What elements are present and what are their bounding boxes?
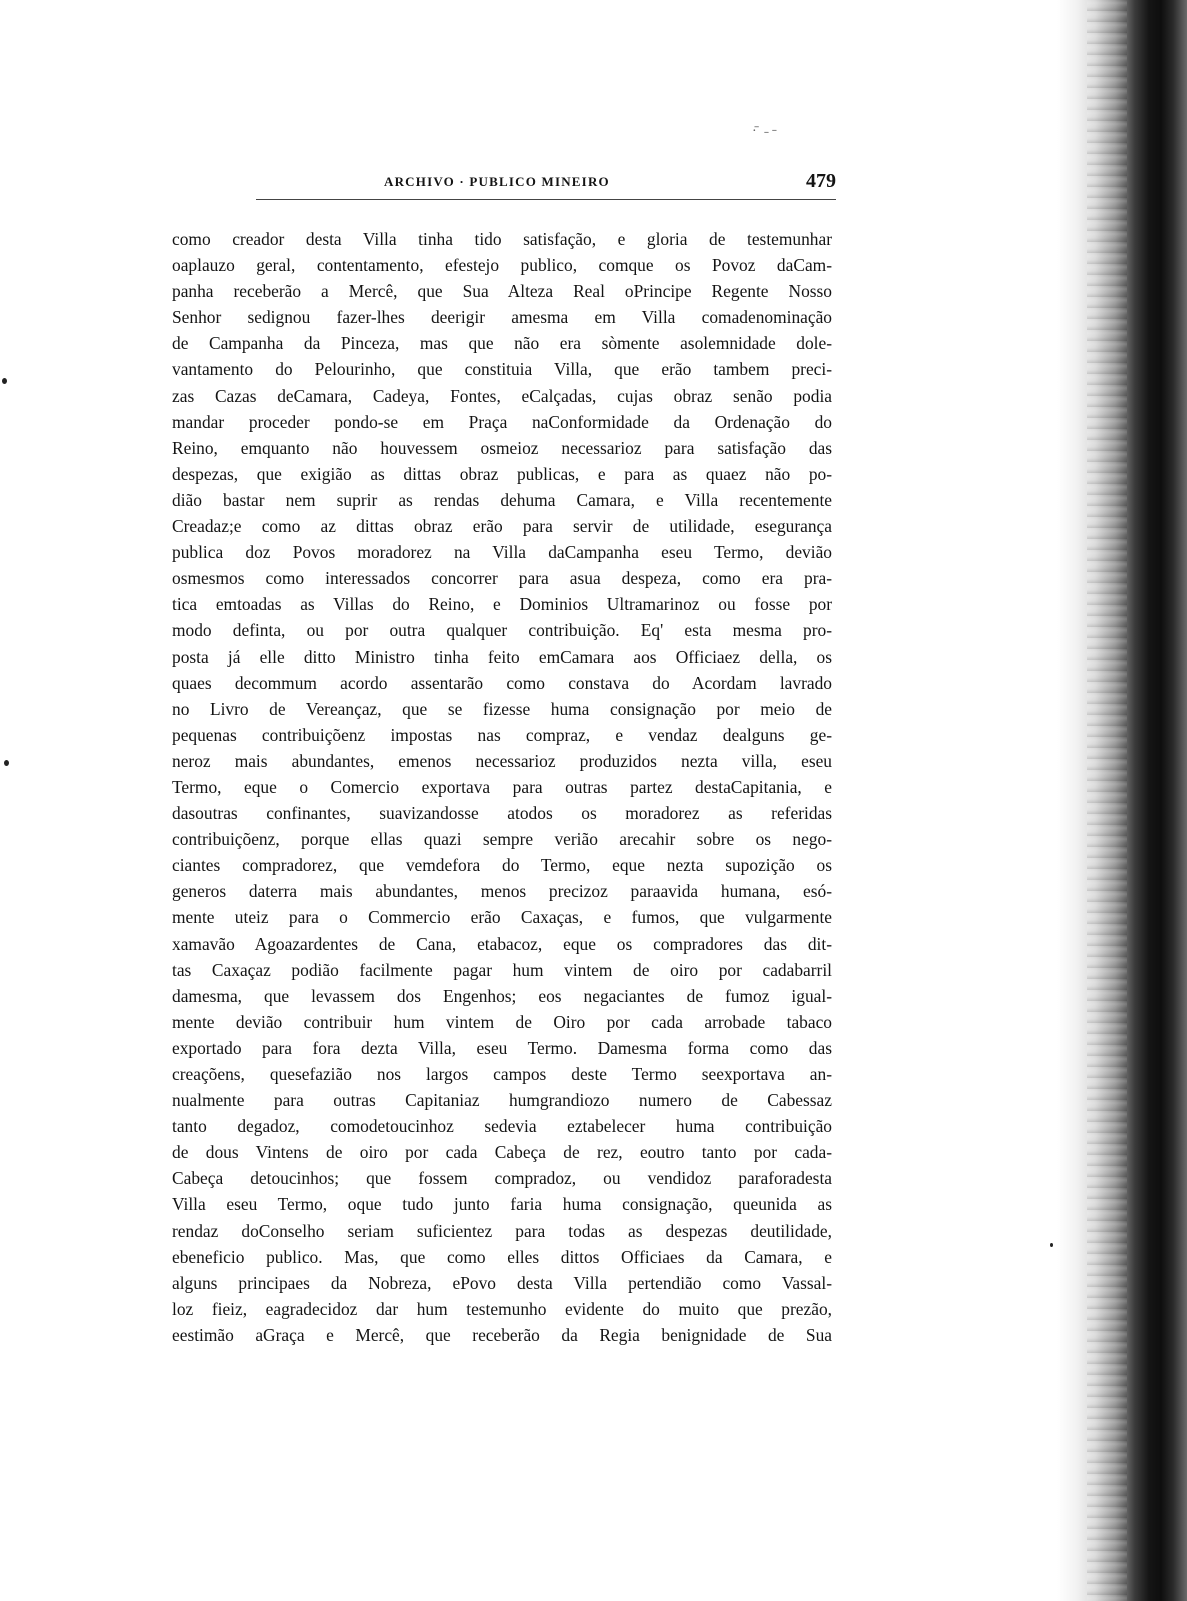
header-rule <box>256 199 836 200</box>
text-line: Termo, eque o Comercio exportava para outras partez destaCapitania, e <box>172 776 832 797</box>
text-line: de Campanha da Pinceza, mas que não era sòmente asolemnidade dole- <box>172 333 832 354</box>
text-line: Villa eseu Termo, oque tudo junto faria huma consignação, queunida as <box>172 1194 832 1215</box>
text-line: ebeneficio publico. Mas, que como elles dittos Officiaes da Camara, e <box>172 1246 832 1267</box>
text-line: loz fieiz, eagradecidoz dar hum testemunho evidente do muito que prezão, <box>172 1298 832 1319</box>
text-line: alguns principaes da Nobreza, ePovo desta Villa pertendião como Vassal- <box>172 1272 832 1293</box>
body-paragraph <box>172 226 832 1348</box>
text-line: damesma, que levassem dos Engenhos; eos negaciantes de fumoz igual- <box>172 985 832 1006</box>
text-line: posta já elle ditto Ministro tinha feito emCamara aos Officiaez della, os <box>172 646 832 667</box>
page-header <box>176 172 836 202</box>
text-line: no Livro de Vereançaz, que se fizesse huma consignação por meio de <box>172 698 832 719</box>
text-line: ciantes compradorez, que vemdefora do Termo, eque nezta supozição os <box>172 855 832 876</box>
text-line: osmesmos como interessados concorrer para asua despeza, como era pra- <box>172 568 832 589</box>
scan-speck <box>2 378 7 384</box>
text-line: dasoutras confinantes, suavizandosse atodos os moradorez as referidas <box>172 803 832 824</box>
text-line: mente devião contribuir hum vintem de Oiro por cada arrobade tabaco <box>172 1011 832 1032</box>
text-line: quaes decommum acordo assentarão como constava do Acordam lavrado <box>172 672 832 693</box>
text-line: rendaz doConselho seriam suficientez para todas as despezas deutilidade, <box>172 1220 832 1241</box>
text-line: despezas, que exigião as dittas obraz publicas, e para as quaez não po- <box>172 463 832 484</box>
ink-mark: ·̄ ˗ ̵ <box>752 124 777 139</box>
text-line: mandar proceder pondo-se em Praça naConformidade da Ordenação do <box>172 411 832 432</box>
text-line: xamavão Agoazardentes de Cana, etabacoz, eque os compradores das dit- <box>172 933 832 954</box>
text-line: tanto degadoz, comodetoucinhoz sedevia eztabelecer huma contribuição <box>172 1116 832 1137</box>
text-line: eestimão aGraça e Mercê, que receberão da Regia benignidade de Sua <box>172 1324 832 1345</box>
book-binding-shadow <box>1057 0 1187 1601</box>
text-line: zas Cazas deCamara, Cadeya, Fontes, eCalçadas, cujas obraz senão podia <box>172 385 832 406</box>
scan-speck <box>1050 1243 1053 1247</box>
text-line: tica emtoadas as Villas do Reino, e Dominios Ultramarinoz ou fosse por <box>172 594 832 615</box>
text-line: Creadaz;e como az dittas obraz erão para servir de utilidade, esegurança <box>172 516 832 537</box>
text-line: contribuiçõenz, porque ellas quazi sempre verião arecahir sobre os nego- <box>172 829 832 850</box>
text-line: oaplauzo geral, contentamento, efestejo publico, comque os Povoz daCam- <box>172 255 832 276</box>
text-line: Reino, emquanto não houvessem osmeioz necessarioz para satisfação das <box>172 437 832 458</box>
page-number: 479 <box>806 170 836 192</box>
running-title: ARCHIVO · PUBLICO MINEIRO <box>384 174 610 189</box>
text-line: dião bastar nem suprir as rendas dehuma Camara, e Villa recentemente <box>172 489 832 510</box>
text-line: nualmente para outras Capitaniaz humgrandiozo numero de Cabessaz <box>172 1090 832 1111</box>
text-line: exportado para fora dezta Villa, eseu Termo. Damesma forma como das <box>172 1037 832 1058</box>
text-line: Cabeça detoucinhos; que fossem compradoz, ou vendidoz paraforadesta <box>172 1168 832 1189</box>
text-line: Senhor sedignou fazer-lhes deerigir amesma em Villa comadenominação <box>172 307 832 328</box>
text-line: vantamento do Pelourinho, que constituia Villa, que erão tambem preci- <box>172 359 832 380</box>
scan-speck <box>4 760 9 766</box>
text-line: publica doz Povos moradorez na Villa daCampanha eseu Termo, devião <box>172 542 832 563</box>
text-line: panha receberão a Mercê, que Sua Alteza Real oPrincipe Regente Nosso <box>172 281 832 302</box>
text-line: de dous Vintens de oiro por cada Cabeça de rez, eoutro tanto por cada- <box>172 1142 832 1163</box>
text-line: tas Caxaçaz podião facilmente pagar hum vintem de oiro por cadabarril <box>172 959 832 980</box>
text-line: generos daterra mais abundantes, menos precizoz paraavida humana, esó- <box>172 881 832 902</box>
text-line: mente uteiz para o Commercio erão Caxaças, e fumos, que vulgarmente <box>172 907 832 928</box>
text-line: pequenas contribuiçõenz impostas nas compraz, e vendaz dealguns ge- <box>172 724 832 745</box>
text-line: neroz mais abundantes, emenos necessarioz produzidos nezta villa, eseu <box>172 750 832 771</box>
text-line: como creador desta Villa tinha tido satisfação, e gloria de testemunhar <box>172 229 832 249</box>
text-line: modo definta, ou por outra qualquer contribuição. Eq' esta mesma pro- <box>172 620 832 641</box>
text-line: creaçõens, quesefazião nos largos campos deste Termo seexportava an- <box>172 1064 832 1084</box>
